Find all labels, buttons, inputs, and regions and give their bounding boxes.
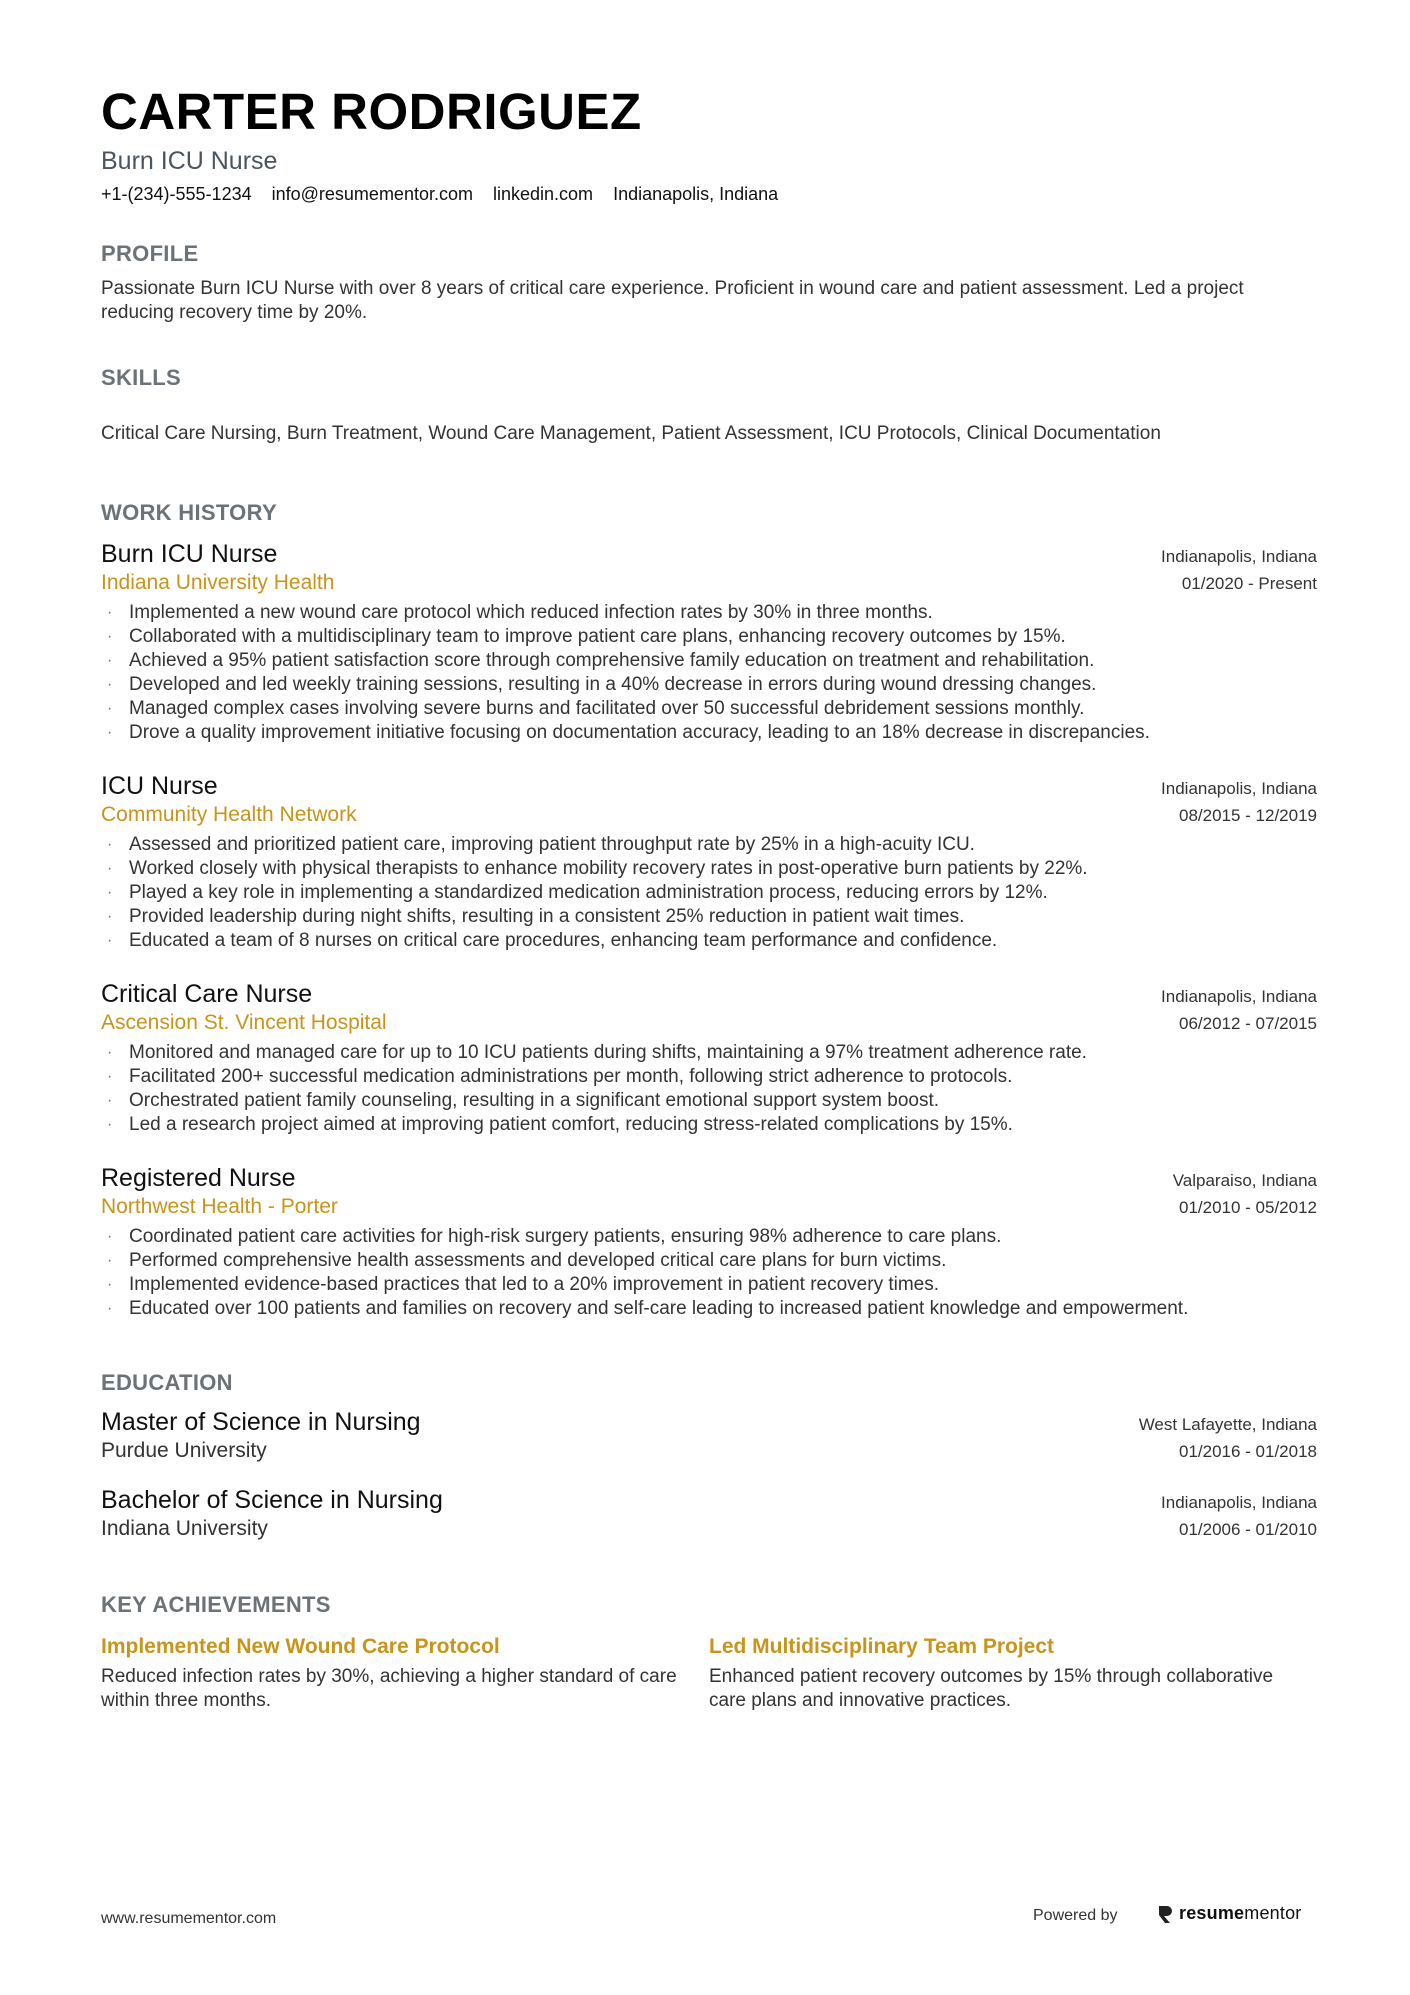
job-dates: 01/2020 - Present <box>1181 574 1317 593</box>
job-bullet <box>101 697 1317 721</box>
section-heading-work: WORK HISTORY <box>101 500 277 525</box>
job-role: Critical Care Nurse <box>101 980 313 1008</box>
job-bullet-text: Facilitated 200+ successful medication administrations per month, following strict adherence to protocols. <box>129 1066 1013 1087</box>
logo-text <box>1179 1903 1301 1924</box>
education-dates: 01/2006 - 01/2010 <box>1178 1520 1317 1539</box>
section-heading-skills: SKILLS <box>101 365 182 390</box>
job-role: ICU Nurse <box>101 772 218 800</box>
header <box>101 82 1317 206</box>
job-bullet-text: Implemented evidence-based practices that led to a 20% improvement in patient recovery times. <box>129 1274 940 1295</box>
achievement-title: Implemented New Wound Care Protocol <box>101 1635 500 1658</box>
bullet-dot: · <box>107 652 113 669</box>
achievement-item <box>101 1633 709 1713</box>
job-bullet <box>101 625 1317 649</box>
footer-url[interactable]: www.resumementor.com <box>101 1910 277 1927</box>
section-heading-education: EDUCATION <box>101 1370 233 1395</box>
achievement-item <box>709 1633 1317 1713</box>
job-bullet <box>101 673 1317 697</box>
job-header-row <box>101 1163 1317 1193</box>
bullet-dot: · <box>107 908 113 925</box>
job-entry <box>101 771 1317 953</box>
bullet-dot: · <box>107 676 113 693</box>
logo-text-light: mentor <box>1244 1903 1302 1923</box>
job-bullet-text: Played a key role in implementing a standardized medication administration process, reducing errors by 12%. <box>129 882 1048 903</box>
bullet-dot: · <box>107 860 113 877</box>
job-bullet-text: Implemented a new wound care protocol which reduced infection rates by 30% in three months. <box>129 602 933 623</box>
job-organization: Community Health Network <box>101 803 357 826</box>
job-bullet <box>101 833 1317 857</box>
bullet-dot: · <box>107 604 113 621</box>
contact-line <box>101 182 1317 206</box>
job-bullet-text: Provided leadership during night shifts, resulting in a consistent 25% reduction in patient wait times. <box>129 906 965 927</box>
job-bullet <box>101 905 1317 929</box>
job-bullet-text: Led a research project aimed at improving patient comfort, reducing stress-related complications by 15%. <box>129 1114 1013 1135</box>
job-bullet <box>101 601 1317 625</box>
achievements-grid <box>101 1633 1317 1713</box>
education-subheader-row <box>101 1515 1317 1543</box>
job-organization: Indiana University Health <box>101 571 335 594</box>
job-bullet <box>101 881 1317 905</box>
education-header-row <box>101 1407 1317 1437</box>
skills-text: Critical Care Nursing, Burn Treatment, Wound Care Management, Patient Assessment, ICU Protocols, Clinical Documentation <box>101 423 1161 444</box>
contact-email[interactable]: info@resumementor.com <box>271 184 473 204</box>
job-header-row <box>101 979 1317 1009</box>
bullet-dot: · <box>107 884 113 901</box>
job-bullets <box>101 1225 1317 1321</box>
job-header-row <box>101 539 1317 569</box>
logo-text-bold: resume <box>1179 1903 1245 1923</box>
job-header-row <box>101 771 1317 801</box>
job-bullet <box>101 857 1317 881</box>
section-heading-achievements: KEY ACHIEVEMENTS <box>101 1592 331 1617</box>
candidate-name: CARTER RODRIGUEZ <box>101 83 642 140</box>
bullet-dot: · <box>107 1300 113 1317</box>
job-bullet-text: Managed complex cases involving severe burns and facilitated over 50 successful debridement sessions monthly. <box>129 698 1085 719</box>
job-subheader-row <box>101 569 1317 597</box>
footer-powered-by: Powered by <box>1033 1907 1118 1924</box>
bullet-dot: · <box>107 700 113 717</box>
job-role: Burn ICU Nurse <box>101 540 278 568</box>
job-bullet <box>101 1225 1317 1249</box>
job-bullet <box>101 1113 1317 1137</box>
bullet-dot: · <box>107 836 113 853</box>
job-bullet-text: Assessed and prioritized patient care, improving patient throughput rate by 25% in a high-acuity ICU. <box>129 834 975 855</box>
section-heading-profile: PROFILE <box>101 241 199 266</box>
education-section <box>101 1369 1317 1543</box>
job-bullet <box>101 1065 1317 1089</box>
education-entry <box>101 1485 1317 1543</box>
bullet-dot: · <box>107 1228 113 1245</box>
profile-section <box>101 240 1317 325</box>
bullet-dot: · <box>107 1116 113 1133</box>
job-bullet <box>101 1249 1317 1273</box>
job-bullet <box>101 1297 1317 1321</box>
achievement-title: Led Multidisciplinary Team Project <box>709 1635 1055 1658</box>
job-subheader-row <box>101 801 1317 829</box>
bullet-dot: · <box>107 1252 113 1269</box>
education-subheader-row <box>101 1437 1317 1465</box>
job-bullet <box>101 649 1317 673</box>
job-bullet-text: Educated over 100 patients and families on recovery and self-care leading to increased patient knowledge and empowerment. <box>129 1298 1189 1319</box>
achievements-section <box>101 1591 1317 1713</box>
bullet-dot: · <box>107 628 113 645</box>
job-dates: 06/2012 - 07/2015 <box>1178 1014 1317 1033</box>
contact-linkedin[interactable]: linkedin.com <box>493 184 594 204</box>
job-location: Valparaiso, Indiana <box>1172 1171 1317 1190</box>
job-bullet-text: Drove a quality improvement initiative focusing on documentation accuracy, leading to an 18% decrease in discrepancies. <box>129 722 1150 743</box>
job-bullet-text: Developed and led weekly training sessions, resulting in a 40% decrease in errors during wound dressing changes. <box>129 674 1097 695</box>
job-location: Indianapolis, Indiana <box>1161 547 1317 566</box>
job-dates: 01/2010 - 05/2012 <box>1178 1198 1317 1217</box>
job-list <box>101 539 1317 1321</box>
bullet-dot: · <box>107 932 113 949</box>
job-bullet <box>101 929 1317 953</box>
resumementor-logo-icon <box>1157 1904 1173 1924</box>
resume-content <box>101 82 1317 1713</box>
job-bullet-text: Collaborated with a multidisciplinary team to improve patient care plans, enhancing recovery outcomes by 15%. <box>129 626 1066 647</box>
education-school: Purdue University <box>101 1439 267 1462</box>
education-degree: Master of Science in Nursing <box>101 1408 421 1436</box>
job-subheader-row <box>101 1009 1317 1037</box>
job-bullet <box>101 1041 1317 1065</box>
job-bullet-text: Worked closely with physical therapists to enhance mobility recovery rates in post-operative burn patients by 22%. <box>129 858 1088 879</box>
job-bullets <box>101 601 1317 745</box>
bullet-dot: · <box>107 1276 113 1293</box>
job-location: Indianapolis, Indiana <box>1161 779 1317 798</box>
job-organization: Ascension St. Vincent Hospital <box>101 1011 387 1034</box>
education-location: West Lafayette, Indiana <box>1138 1415 1317 1434</box>
achievement-desc: Reduced infection rates by 30%, achieving a higher standard of care within three months. <box>101 1666 677 1711</box>
education-entry <box>101 1407 1317 1465</box>
job-bullet-text: Educated a team of 8 nurses on critical care procedures, enhancing team performance and confidence. <box>129 930 998 951</box>
job-entry <box>101 979 1317 1137</box>
job-role: Registered Nurse <box>101 1164 296 1192</box>
job-subheader-row <box>101 1193 1317 1221</box>
achievement-desc: Enhanced patient recovery outcomes by 15% through collaborative care plans and innovative practices. <box>709 1666 1274 1711</box>
job-bullet <box>101 721 1317 745</box>
job-organization: Northwest Health - Porter <box>101 1195 338 1218</box>
education-header-row <box>101 1485 1317 1515</box>
job-entry <box>101 539 1317 745</box>
resumementor-logo[interactable] <box>1157 1903 1301 1924</box>
education-list <box>101 1407 1317 1543</box>
candidate-title: Burn ICU Nurse <box>101 147 278 175</box>
bullet-dot: · <box>107 1068 113 1085</box>
job-bullet-text: Coordinated patient care activities for high-risk surgery patients, ensuring 98% adherence to care plans. <box>129 1226 1002 1247</box>
bullet-dot: · <box>107 1044 113 1061</box>
job-bullet-text: Orchestrated patient family counseling, resulting in a significant emotional support system boost. <box>129 1090 940 1111</box>
profile-text: Passionate Burn ICU Nurse with over 8 years of critical care experience. Proficient in wound care and patient assessment. Led a project reducing recovery time by 20%. <box>101 278 1244 323</box>
skills-section <box>101 364 1317 446</box>
education-location: Indianapolis, Indiana <box>1161 1493 1317 1512</box>
education-school: Indiana University <box>101 1517 268 1540</box>
contact-phone: +1-(234)-555-1234 <box>101 184 252 204</box>
job-dates: 08/2015 - 12/2019 <box>1178 806 1317 825</box>
job-bullet-text: Monitored and managed care for up to 10 ICU patients during shifts, maintaining a 97% treatment adherence rate. <box>129 1042 1087 1063</box>
work-section <box>101 499 1317 1321</box>
contact-location: Indianapolis, Indiana <box>613 184 779 204</box>
job-bullet-text: Performed comprehensive health assessments and developed critical care plans for burn victims. <box>129 1250 947 1271</box>
job-bullet <box>101 1273 1317 1297</box>
education-dates: 01/2016 - 01/2018 <box>1178 1442 1317 1461</box>
job-bullets <box>101 1041 1317 1137</box>
bullet-dot: · <box>107 724 113 741</box>
job-location: Indianapolis, Indiana <box>1161 987 1317 1006</box>
job-bullets <box>101 833 1317 953</box>
job-bullet <box>101 1089 1317 1113</box>
bullet-dot: · <box>107 1092 113 1109</box>
job-entry <box>101 1163 1317 1321</box>
job-bullet-text: Achieved a 95% patient satisfaction score through comprehensive family education on treatment and rehabilitation. <box>129 650 1095 671</box>
education-degree: Bachelor of Science in Nursing <box>101 1486 443 1514</box>
